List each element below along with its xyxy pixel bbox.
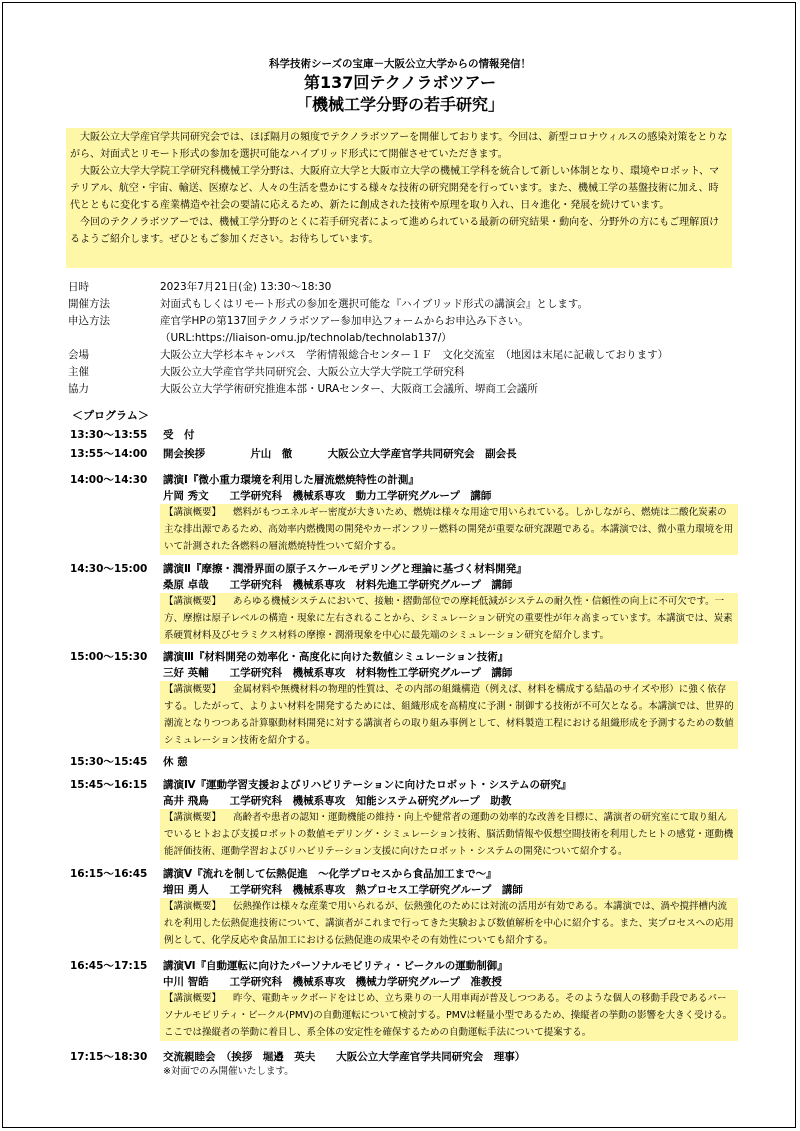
info-row-method: [68, 296, 768, 313]
lecture-5: [70, 866, 738, 949]
lecture-speaker: 高井 飛鳥 工学研究科 機械系専攻 知能システム研究グループ 助教: [163, 795, 512, 807]
lecture-time: 16:45～17:15: [70, 960, 148, 972]
lecture-speaker: 片岡 秀文 工学研究科 機械系専攻 動力工学研究グループ 講師: [163, 490, 492, 502]
lecture-time: 15:00～15:30: [70, 651, 148, 663]
summary-label: 【講演概要】: [164, 684, 222, 695]
program-event: 交流親睦会 （挨拶 堀邉 英夫 大阪公立大学産官学共同研究会 理事）: [163, 1051, 526, 1063]
opening-speaker: 片山 徹: [250, 448, 293, 460]
info-row-venue: [68, 347, 768, 364]
summary-text: 伝熱操作は様々な産業で用いられるが、伝熱強化のためには対流の活用が有効である。本講演では、渦や撹拌槽内流れを利用した伝熱促進技術について、講演者がこれまで行ってきた実験および数値解析を中心に紹介する。また、実プロセスへの応用例として、化学反応や食品加工における伝熱促進の成果やその有効性についても紹介する。: [164, 901, 734, 946]
lecture-title: 講演Ⅰ『微小重力環境を利用した層流燃焼特性の計測』: [163, 474, 419, 486]
info-value: 産官学HPの第137回テクノラボツアー参加申込フォームからお申込み下さい。: [160, 315, 529, 327]
lecture-time: 15:45～16:15: [70, 779, 148, 791]
lecture-time: 14:00～14:30: [70, 474, 148, 486]
program-reception: [70, 427, 738, 443]
summary-label: 【講演概要】: [164, 507, 222, 518]
program-time: 17:15～18:30: [70, 1051, 148, 1063]
info-label: [68, 330, 160, 347]
title-line-2: 「機械工学分野の若手研究」: [295, 95, 504, 114]
program-event: 休 憩: [163, 756, 188, 768]
supertitle: 科学技術シーズの宝庫－大阪公立大学からの情報発信！: [269, 58, 531, 70]
title-line-1: 第137回テクノラボツアー: [304, 73, 496, 92]
lecture-title: 講演Ⅴ『流れを制して伝熱促進 ～化学プロセスから食品加工まで～』: [163, 868, 497, 880]
summary-text: 高齢者や患者の認知・運動機能の維持・向上や健常者の運動の効率的な改善を目標に、講演者の研究室にて取り組んでいるヒトおよび支援ロボットの数値モデリング・シミュレーション技術、脳活動情報や仮想空間技術を利用したヒトの感覚・運動機能評価技術、運動学習およびリハビリテーション支援に向けたロボット・システムの開発について紹介する。: [164, 812, 734, 857]
info-row-application: [68, 313, 768, 330]
lecture-3: [70, 649, 738, 749]
summary-text: 金属材料や無機材料の物理的性質は、その内部の組織構造（例えば、材料を構成する結晶のサイズや形）に強く依存する。したがって、よりよい材料を開発するためには、組織形成を高精度に予測・制御する技術が不可欠となる。本講演では、世界的潮流となりつつある計算駆動材料開発に対する講演者らの取り組み事例として、材料製造工程における組織形成を予測するための数値シミュレーション技術を紹介する。: [164, 684, 734, 746]
closing-note: ※対面でのみ開催いたします。: [163, 1066, 294, 1077]
info-value: 大阪公立大学杉本キャンパス 学術情報総合センター１Ｆ 文化交流室 （地図は末尾に記載しております）: [160, 349, 669, 361]
program-time: 13:55～14:00: [70, 448, 148, 460]
intro-box: [66, 128, 732, 268]
event-info: [68, 279, 768, 398]
lecture-summary: [160, 504, 738, 555]
lecture-summary: [160, 898, 738, 949]
lecture-time: 16:15～16:45: [70, 868, 148, 880]
lecture-title: 講演Ⅲ『材料開発の効率化・高度化に向けた数値シミュレーション技術』: [163, 651, 509, 663]
intro-paragraph-2: 大阪公立大学大学院工学研究科機械工学分野は、大阪府立大学と大阪市立大学の機械工学科を統合して新しい体制となり、環境やロボット、マテリアル、航空・宇宙、輸送、医療など、人々の生活を豊かにする様々な技術の研究開発を行っています。また、機械工学の基盤技術に加え、時代とともに変化する産業構造や社会の要請に応えるため、新たに創成された技術や原理を取り入れ、日々進化・発展を続けています。: [70, 166, 720, 211]
lecture-1: [70, 472, 738, 555]
program-event: 開会挨拶: [163, 448, 205, 460]
info-row-url: [68, 330, 768, 347]
lecture-speaker: 増田 勇人 工学研究科 機械系専攻 熱プロセス工学研究グループ 講師: [163, 884, 523, 896]
program-break: [70, 754, 738, 770]
lecture-speaker: 三好 英輔 工学研究科 機械系専攻 材料物性工学研究グループ 講師: [163, 667, 513, 679]
summary-label: 【講演概要】: [164, 901, 222, 912]
program-time: 15:30～15:45: [70, 756, 148, 768]
summary-text: あらゆる機械システムにおいて、接触・摺動部位での摩耗低減がシステムの耐久性・信頼性の向上に不可欠です。一方、摩擦は原子レベルの構造・現象に左右されることから、シミュレーション研究の重要性が年々高まっています。本講演では、炭素系硬質材料及びセラミクス材料の摩擦・潤滑現象を中心に最先端のシミュレーション研究を紹介します。: [164, 596, 733, 641]
lecture-summary: [160, 593, 738, 644]
lecture-speaker: 桑原 卓哉 工学研究科 機械系専攻 材料先進工学研究グループ 講師: [163, 579, 513, 591]
program-event: 受 付: [163, 429, 195, 441]
lecture-summary: [160, 681, 738, 749]
intro-paragraph-3: 今回のテクノラボツアーでは、機械工学分野のとくに若手研究者によって進められている最新の研究結果・動向を、分野外の方にもご理解頂けるようご紹介します。ぜひともご参加ください。お待ちしています。: [70, 217, 720, 245]
lecture-title: 講演Ⅳ『運動学習支援およびリハビリテーションに向けたロボット・システムの研究』: [163, 779, 572, 791]
lecture-speaker: 中川 智皓 工学研究科 機械系専攻 機械力学研究グループ 准教授: [163, 976, 502, 988]
info-label: 開催方法: [68, 298, 110, 310]
info-label: 申込方法: [68, 315, 110, 327]
info-row-host: [68, 364, 768, 381]
lecture-time: 14:30～15:00: [70, 563, 148, 575]
info-label: 協力: [68, 383, 89, 395]
program-time: 13:30～13:55: [70, 429, 148, 441]
lecture-title: 講演Ⅱ『摩擦・潤滑界面の原子スケールモデリングと理論に基づく材料開発』: [163, 563, 527, 575]
info-row-date: [68, 279, 768, 296]
info-label: 会場: [68, 349, 89, 361]
summary-text: 燃料がもつエネルギー密度が大きいため、燃焼は様々な用途で用いられている。しかしながら、燃焼は二酸化炭素の主な排出源であるため、高効率内燃機関の開発やカーボンフリー燃料の開発が重要な研究課題である。本講演では、微小重力環境を用いて計測された各燃料の層流燃焼特性ついて紹介する。: [164, 507, 734, 552]
info-row-cooperation: [68, 381, 768, 398]
opening-affiliation: 大阪公立大学産官学共同研究会 副会長: [327, 448, 517, 460]
lecture-title: 講演Ⅵ『自動運転に向けたパーソナルモビリティ・ビークルの運動制御』: [163, 960, 508, 972]
intro-paragraph-1: 大阪公立大学産官学共同研究会では、ほぼ隔月の頻度でテクノラボツアーを開催しております。今回は、新型コロナウィルスの感染対策をとりながら、対面式とリモート形式の参加を選択可能なハイブリッド形式にて開催させていただきます。: [70, 132, 728, 160]
lecture-summary: [160, 990, 738, 1041]
summary-text: 昨今、電動キックボードをはじめ、立ち乗りの一人用車両が普及しつつある。そのような個人の移動手段であるパーソナルモビリティ・ビークル(PMV)の自動運転について検討する。PMVは軽量小型であるため、操縦者の挙動の影響を大きく受ける。ここでは操縦者の挙動に着目し、系全体の安定性を確保するための自動運転手法について提案する。: [164, 993, 733, 1038]
info-value: 2023年7月21日(金) 13:30～18:30: [160, 281, 332, 293]
info-value: 大阪公立大学産官学共同研究会、大阪公立大学大学院工学研究科: [160, 366, 465, 378]
info-label: 日時: [68, 281, 89, 293]
info-value: 大阪公立大学学術研究推進本部・URAセンター、大阪商工会議所、堺商工会議所: [160, 383, 538, 395]
info-label: 主催: [68, 366, 89, 378]
lecture-2: [70, 561, 738, 644]
program-heading: ＜プログラム＞: [72, 409, 149, 422]
lecture-6: [70, 958, 738, 1041]
lecture-summary: [160, 809, 738, 860]
summary-label: 【講演概要】: [164, 812, 222, 823]
program-opening: [70, 446, 738, 462]
application-url-link[interactable]: （URL:https://liaison-omu.jp/technolab/technolab137/）: [160, 332, 452, 344]
lecture-4: [70, 777, 738, 860]
header: [0, 58, 800, 115]
summary-label: 【講演概要】: [164, 596, 222, 607]
summary-label: 【講演概要】: [164, 993, 222, 1004]
info-value: 対面式もしくはリモート形式の参加を選択可能な『ハイブリッド形式の講演会』とします。: [160, 298, 589, 310]
program-closing: [70, 1049, 738, 1079]
